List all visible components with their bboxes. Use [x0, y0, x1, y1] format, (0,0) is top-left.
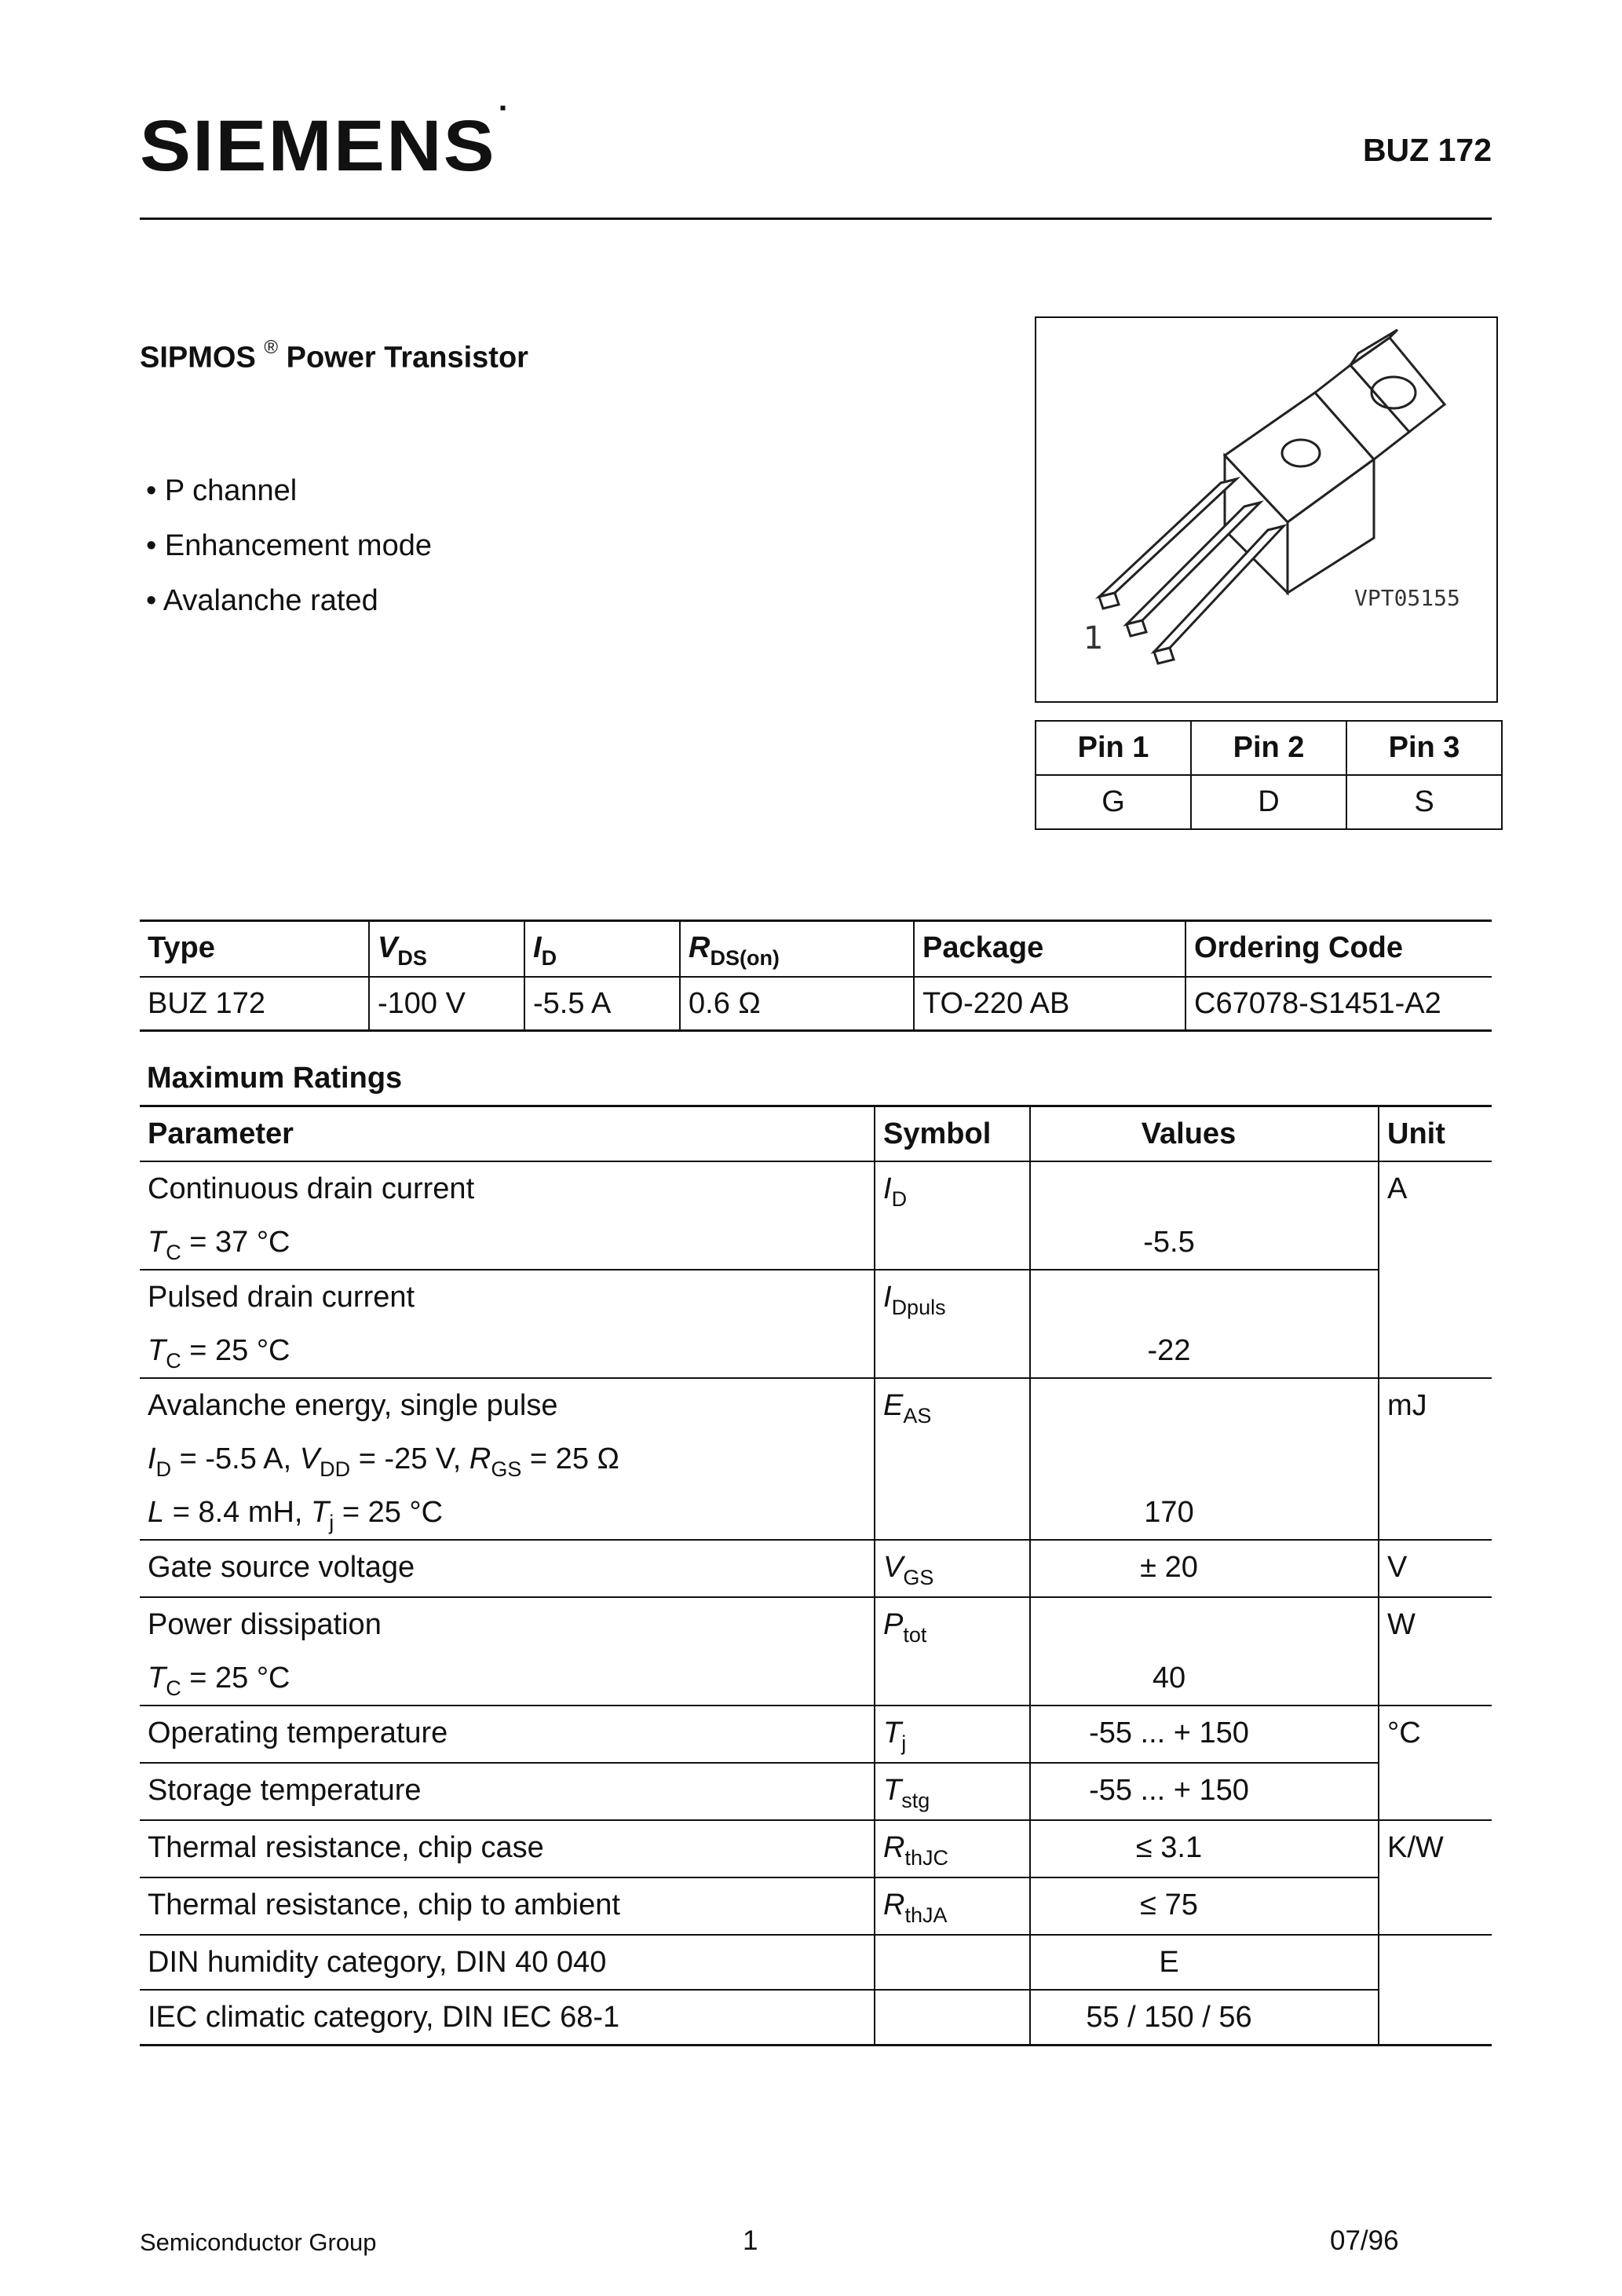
value-cell: -55 ... + 150 — [1030, 1763, 1379, 1820]
col-rds: $R_{DS(on)}$ — [680, 921, 914, 978]
cell-rds: 0.6 Ω — [680, 977, 914, 1031]
table-row — [140, 1763, 1492, 1820]
col-values: Values — [1030, 1106, 1379, 1162]
cell-vds: -100 V — [369, 977, 524, 1031]
title-rest: Power Transistor — [278, 341, 528, 375]
symbol-cell: $V_{GS}$ — [875, 1540, 1030, 1597]
cell-ordering: C67078-S1451-A2 — [1185, 977, 1492, 1031]
product-title — [140, 337, 528, 375]
cell-id: -5.5 A — [524, 977, 680, 1031]
type-header-row — [140, 921, 1492, 978]
value-cell: E — [1030, 1935, 1379, 1990]
cell-type: BUZ 172 — [140, 977, 369, 1031]
to220-package-drawing — [1036, 318, 1500, 704]
table-row — [140, 1706, 1492, 1763]
unit-cell: W — [1379, 1597, 1492, 1706]
package-image — [1035, 316, 1498, 703]
unit-cell: °C — [1379, 1706, 1492, 1820]
value-cell: ≤ 75 — [1030, 1877, 1379, 1935]
col-package: Package — [914, 921, 1185, 978]
pin-value: G — [1036, 775, 1191, 829]
table-row — [140, 1820, 1492, 1877]
param-cell: Avalanche energy, single pulse $I_D = -5.5$ A, $V_{DD} = -25$ V, $R_{GS} = 25$ Ω L = 8.4 mH, $T_j = 25$ °C — [140, 1378, 875, 1540]
ratings-header-row — [140, 1106, 1492, 1162]
pin-value: S — [1346, 775, 1502, 829]
symbol-cell: $P_{tot}$ — [875, 1597, 1030, 1706]
symbol-cell — [875, 1935, 1030, 1990]
pin-header-row — [1036, 721, 1502, 775]
unit-cell: V — [1379, 1540, 1492, 1597]
table-row — [140, 1877, 1492, 1935]
pin-header: Pin 1 — [1036, 721, 1191, 775]
feature-item: • Enhancement mode — [146, 529, 432, 562]
feature-item: • Avalanche rated — [146, 584, 378, 617]
package-code: VPT05155 — [1354, 585, 1460, 611]
header-rule — [140, 218, 1492, 220]
col-type: Type — [140, 921, 369, 978]
registered-mark: ® — [264, 337, 279, 358]
col-unit: Unit — [1379, 1106, 1492, 1162]
value-cell: 40 — [1030, 1597, 1379, 1706]
pin-1-label: 1 — [1083, 620, 1104, 656]
unit-cell: K/W — [1379, 1820, 1492, 1935]
pin-header: Pin 2 — [1191, 721, 1346, 775]
footer-page-number: 1 — [743, 2225, 758, 2256]
pin-value: D — [1191, 775, 1346, 829]
param-cell: Continuous drain current $T_C = 37$ °C — [140, 1161, 875, 1270]
cell-package: TO-220 AB — [914, 977, 1185, 1031]
unit-cell: A — [1379, 1161, 1492, 1378]
param-cell: Gate source voltage — [140, 1540, 875, 1597]
param-cell: DIN humidity category, DIN 40 040 — [140, 1935, 875, 1990]
symbol-cell: $E_{AS}$ — [875, 1378, 1030, 1540]
value-cell: ± 20 — [1030, 1540, 1379, 1597]
table-row — [140, 977, 1492, 1031]
col-vds: $V_{DS}$ — [369, 921, 524, 978]
param-cell: Operating temperature — [140, 1706, 875, 1763]
symbol-cell: $T_j$ — [875, 1706, 1030, 1763]
max-ratings-table — [140, 1105, 1492, 2046]
type-table — [140, 919, 1492, 1032]
siemens-logo: SIEMENS · — [140, 110, 496, 182]
value-cell: -22 — [1030, 1270, 1379, 1378]
value-cell: 170 — [1030, 1378, 1379, 1540]
symbol-cell: $R_{thJA}$ — [875, 1877, 1030, 1935]
pin-header: Pin 3 — [1346, 721, 1502, 775]
feature-item: • P channel — [146, 474, 298, 507]
table-row — [140, 1540, 1492, 1597]
param-cell: Storage temperature — [140, 1763, 875, 1820]
footer-left: Semiconductor Group — [140, 2228, 377, 2256]
unit-cell: mJ — [1379, 1378, 1492, 1540]
footer-date: 07/96 — [1330, 2225, 1399, 2256]
pin-value-row — [1036, 775, 1502, 829]
param-cell: Thermal resistance, chip to ambient — [140, 1877, 875, 1935]
table-row — [140, 1378, 1492, 1540]
col-parameter: Parameter — [140, 1106, 875, 1162]
table-row — [140, 1597, 1492, 1706]
max-ratings-title: Maximum Ratings — [147, 1062, 403, 1095]
value-cell: 55 / 150 / 56 — [1030, 1990, 1379, 2046]
part-number: BUZ 172 — [1362, 132, 1492, 168]
table-row — [140, 1935, 1492, 1990]
feature-list — [146, 463, 432, 628]
table-row — [140, 1161, 1492, 1270]
param-cell: Thermal resistance, chip case — [140, 1820, 875, 1877]
param-cell: Pulsed drain current $T_C = 25$ °C — [140, 1270, 875, 1378]
param-cell: Power dissipation $T_C = 25$ °C — [140, 1597, 875, 1706]
col-ordering: Ordering Code — [1185, 921, 1492, 978]
table-row — [140, 1270, 1492, 1378]
title-brand: SIPMOS — [140, 341, 256, 375]
symbol-cell: $I_D$ — [875, 1161, 1030, 1270]
col-id: $I_D$ — [524, 921, 680, 978]
param-cell: IEC climatic category, DIN IEC 68-1 — [140, 1990, 875, 2046]
symbol-cell — [875, 1990, 1030, 2046]
unit-cell — [1379, 1935, 1492, 2046]
value-cell: -55 ... + 150 — [1030, 1706, 1379, 1763]
symbol-cell: $I_{Dpuls}$ — [875, 1270, 1030, 1378]
table-row — [140, 1990, 1492, 2046]
col-symbol: Symbol — [875, 1106, 1030, 1162]
pin-table — [1035, 720, 1503, 830]
value-cell: ≤ 3.1 — [1030, 1820, 1379, 1877]
symbol-cell: $R_{thJC}$ — [875, 1820, 1030, 1877]
value-cell: -5.5 — [1030, 1161, 1379, 1270]
symbol-cell: $T_{stg}$ — [875, 1763, 1030, 1820]
